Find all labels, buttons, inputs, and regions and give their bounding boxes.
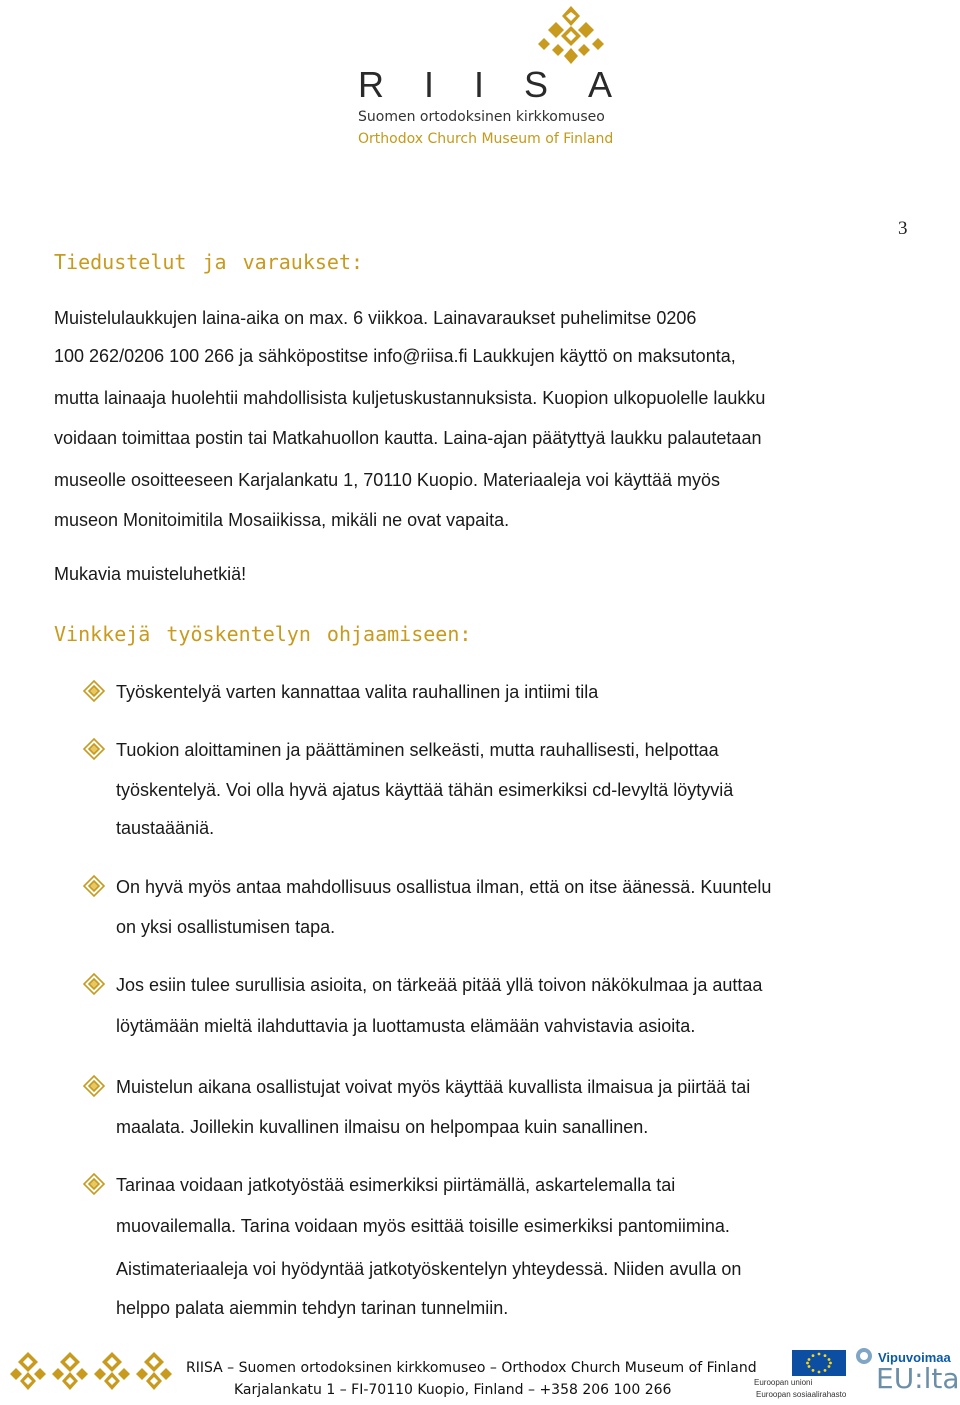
tip-line: helppo palata aiemmin tehdyn tarinan tunnelmiin. [116, 1298, 509, 1318]
paragraph-line: Muistelulaukkujen laina-aika on max. 6 viikkoa. Lainavaraukset puhelimitse 0206 [54, 308, 697, 328]
paragraph-line: museon Monitoimitila Mosaiikissa, mikäli ne ovat vapaita. [54, 510, 510, 530]
page-number: 3 [898, 218, 908, 239]
tip-line: maalata. Joillekin kuvallinen ilmaisu on helpompaa kuin sanallinen. [116, 1117, 649, 1137]
tip-line: Jos esiin tulee surullisia asioita, on tärkeää pitää yllä toivon näkökulmaa ja auttaa [116, 975, 763, 995]
logo-letter: I [473, 64, 484, 105]
tip-line: muovailemalla. Tarina voidaan myös esittää toisille esimerkiksi pantomiimina. [116, 1216, 730, 1236]
paragraph-line: Mukavia muisteluhetkiä! [54, 564, 247, 584]
tip-line: on yksi osallistumisen tapa. [116, 917, 336, 937]
tip-line: Tuokion aloittaminen ja päättäminen selkeästi, mutta rauhallisesti, helpottaa [116, 740, 719, 760]
logo-letter: S [523, 64, 548, 105]
diamond-bullet-icon [82, 737, 106, 761]
tip-line: Muistelun aikana osallistujat voivat myös käyttää kuvallista ilmaisua ja piirtää tai [116, 1077, 751, 1097]
eu-label: Euroopan unioni [754, 1378, 813, 1387]
tip-line: löytämään mieltä ilahduttavia ja luottamusta elämään vahvistavia asioita. [116, 1016, 696, 1036]
paragraph-line: mutta lainaaja huolehtii mahdollisista kuljetuskustannuksista. Kuopion ulkopuolelle laukku [54, 388, 766, 408]
riisa-emblem-icon [536, 4, 606, 66]
diamond-bullet-icon [82, 874, 106, 898]
diamond-bullet-icon [82, 1172, 106, 1196]
tip-line: taustaääniä. [116, 818, 215, 838]
esf-label: Euroopan sosiaalirahasto [756, 1390, 847, 1399]
tip-line: On hyvä myös antaa mahdollisuus osallistua ilman, että on itse äänessä. Kuuntelu [116, 877, 772, 897]
section-heading-inquiries: Tiedustelut ja varaukset: [54, 250, 364, 274]
logo-letter: A [587, 64, 612, 105]
diamond-bullet-icon [82, 1074, 106, 1098]
gold-ornament-row-icon [8, 1350, 176, 1392]
eu-lta-title: EU:lta [876, 1362, 960, 1395]
section-heading-tips: Vinkkejä työskentelyn ohjaamiseen: [54, 622, 472, 646]
tip-line: työskentelyä. Voi olla hyvä ajatus käyttää tähän esimerkiksi cd-levyltä löytyviä [116, 780, 734, 800]
vipuvoimaa-title: Vipuvoimaa [878, 1350, 951, 1365]
tip-line: Työskentelyä varten kannattaa valita rauhallinen ja intiimi tila [116, 682, 599, 702]
logo-letter: I [423, 64, 434, 105]
paragraph-line: 100 262/0206 100 266 ja sähköpostitse info@riisa.fi Laukkujen käyttö on maksutonta, [54, 346, 736, 366]
diamond-bullet-icon [82, 972, 106, 996]
tip-line: Aistimateriaaleja voi hyödyntää jatkotyöskentelyn yhteydessä. Niiden avulla on [116, 1259, 742, 1279]
paragraph-line: voidaan toimittaa postin tai Matkahuollon kautta. Laina-ajan päätyttyä laukku palautetaan [54, 428, 762, 448]
footer-line-1: RIISA – Suomen ortodoksinen kirkkomuseo – Orthodox Church Museum of Finland [186, 1360, 757, 1376]
footer-line-2: Karjalankatu 1 – FI-70110 Kuopio, Finland – +358 206 100 266 [234, 1382, 672, 1398]
logo-subtitle-en: Orthodox Church Museum of Finland [358, 131, 614, 147]
paragraph-line: museolle osoitteeseen Karjalankatu 1, 70110 Kuopio. Materiaaleja voi käyttää myös [54, 470, 721, 490]
diamond-bullet-icon [82, 679, 106, 703]
logo-letter: R [358, 64, 384, 105]
tip-line: Tarinaa voidaan jatkotyöstää esimerkiksi piirtämällä, askartelemalla tai [116, 1175, 676, 1195]
logo-subtitle-fi: Suomen ortodoksinen kirkkomuseo [358, 109, 605, 125]
riisa-wordmark [358, 66, 612, 104]
